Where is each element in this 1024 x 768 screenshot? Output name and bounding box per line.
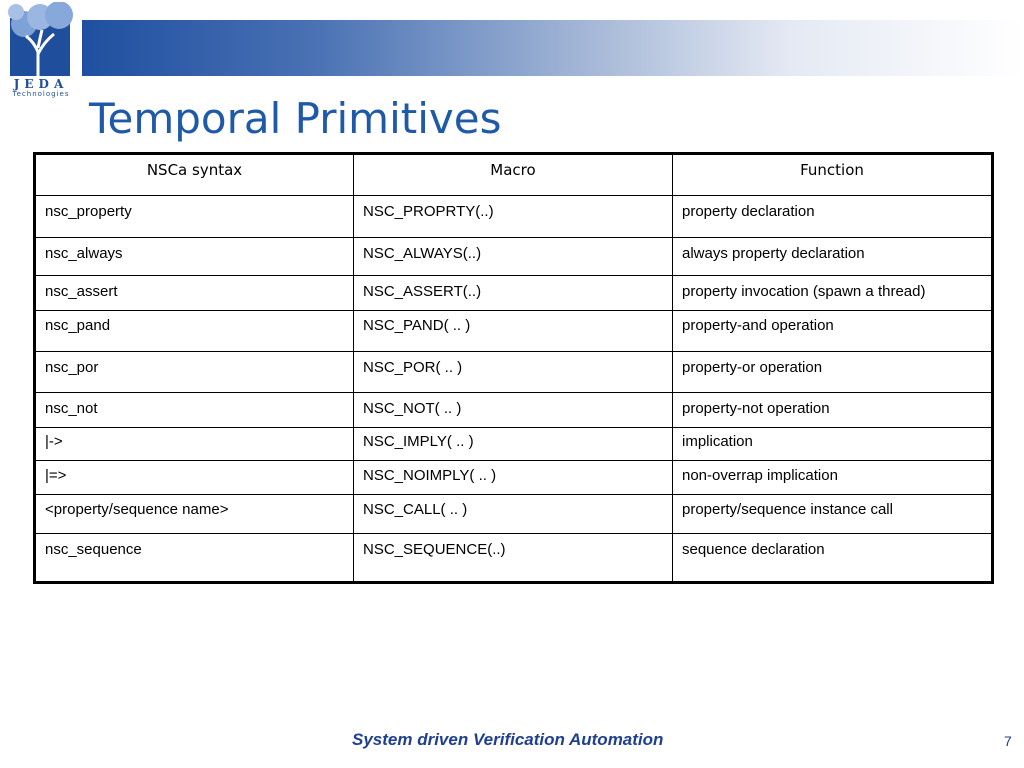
table-row xyxy=(35,311,993,352)
syntax-cell: <property/sequence name> xyxy=(35,495,354,534)
function-cell: property/sequence instance call xyxy=(673,495,993,534)
syntax-cell: |=> xyxy=(35,461,354,495)
function-cell: non-overrap implication xyxy=(673,461,993,495)
table-header-row xyxy=(35,154,993,196)
function-cell: implication xyxy=(673,428,993,461)
macro-cell: NSC_NOT( .. ) xyxy=(354,393,673,428)
table-row xyxy=(35,238,993,276)
page-number: 7 xyxy=(1004,733,1012,749)
macro-cell: NSC_PAND( .. ) xyxy=(354,311,673,352)
footer-tagline: System driven Verification Automation xyxy=(352,730,664,749)
table-row xyxy=(35,428,993,461)
function-cell: property-and operation xyxy=(673,311,993,352)
table-row xyxy=(35,461,993,495)
table-row xyxy=(35,352,993,393)
table-row xyxy=(35,276,993,311)
macro-cell: NSC_PROPRTY(..) xyxy=(354,196,673,238)
function-cell: property-or operation xyxy=(673,352,993,393)
header-function: Function xyxy=(673,154,993,196)
function-cell: property invocation (spawn a thread) xyxy=(673,276,993,311)
function-cell: sequence declaration xyxy=(673,534,993,583)
syntax-cell: nsc_por xyxy=(35,352,354,393)
table-row xyxy=(35,196,993,238)
macro-cell: NSC_ALWAYS(..) xyxy=(354,238,673,276)
syntax-cell: nsc_pand xyxy=(35,311,354,352)
table-row xyxy=(35,495,993,534)
table-row xyxy=(35,393,993,428)
primitives-table xyxy=(33,152,994,584)
syntax-cell: nsc_property xyxy=(35,196,354,238)
function-cell: property declaration xyxy=(673,196,993,238)
macro-cell: NSC_ASSERT(..) xyxy=(354,276,673,311)
header-gradient-bar xyxy=(82,20,1024,76)
logo-wordmark: JEDA xyxy=(13,77,69,91)
logo-subtitle: Technologies xyxy=(12,90,70,98)
syntax-cell: nsc_not xyxy=(35,393,354,428)
function-cell: always property declaration xyxy=(673,238,993,276)
syntax-cell: |-> xyxy=(35,428,354,461)
jeda-logo xyxy=(4,2,78,100)
syntax-cell: nsc_always xyxy=(35,238,354,276)
header-macro: Macro xyxy=(354,154,673,196)
tree-logo-icon xyxy=(4,2,78,78)
macro-cell: NSC_POR( .. ) xyxy=(354,352,673,393)
slide-footer xyxy=(0,730,1024,752)
header-nsca-syntax: NSCa syntax xyxy=(35,154,354,196)
slide-title: Temporal Primitives xyxy=(89,94,502,143)
table-row xyxy=(35,534,993,583)
macro-cell: NSC_SEQUENCE(..) xyxy=(354,534,673,583)
macro-cell: NSC_IMPLY( .. ) xyxy=(354,428,673,461)
syntax-cell: nsc_sequence xyxy=(35,534,354,583)
syntax-cell: nsc_assert xyxy=(35,276,354,311)
macro-cell: NSC_NOIMPLY( .. ) xyxy=(354,461,673,495)
function-cell: property-not operation xyxy=(673,393,993,428)
macro-cell: NSC_CALL( .. ) xyxy=(354,495,673,534)
